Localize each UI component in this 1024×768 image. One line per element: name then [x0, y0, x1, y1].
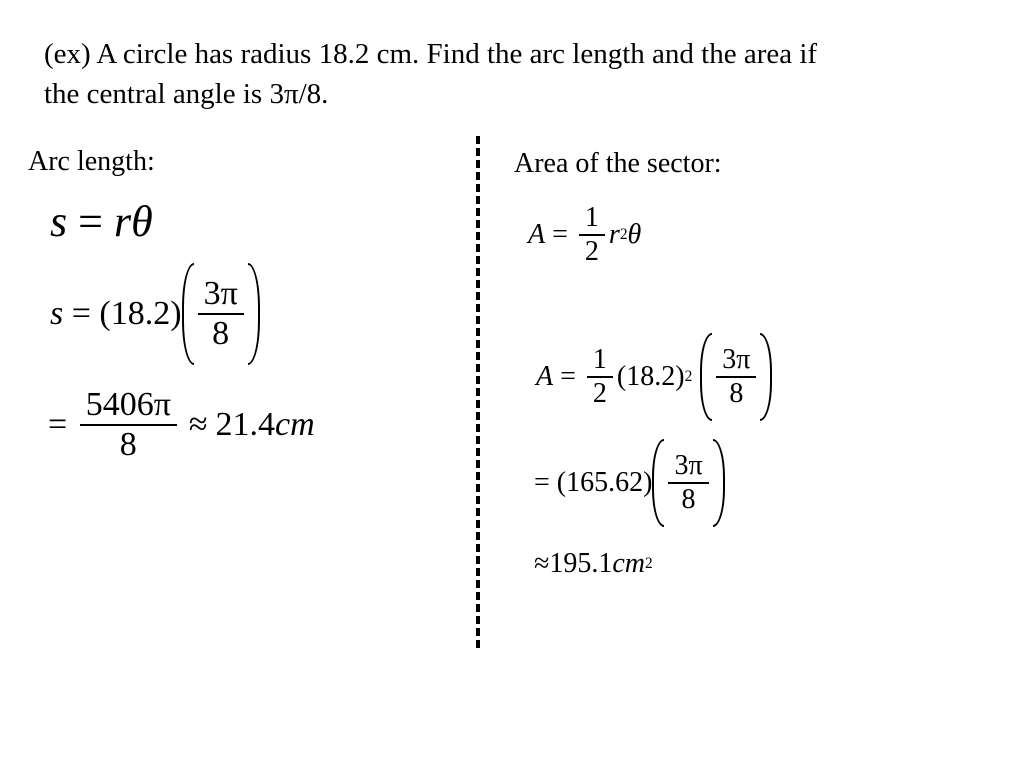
arc-substitution [50, 262, 260, 366]
left-paren [700, 333, 712, 421]
area-intermediate [534, 438, 725, 528]
problem-line-2: the central angle is 3π/8. [44, 78, 329, 110]
left-paren [652, 439, 664, 527]
area-r: r [608, 219, 620, 250]
left-paren [182, 263, 194, 365]
radius-value: (18.2) [99, 295, 182, 332]
equals-sign: = [63, 295, 100, 332]
angle-paren [182, 263, 260, 365]
problem-statement [44, 34, 817, 114]
arc-result [48, 386, 315, 464]
frac-num: 1 [592, 344, 607, 375]
frac-den: 8 [119, 426, 137, 463]
dashed-divider [476, 136, 480, 648]
equals-sign: = [545, 219, 575, 250]
frac-den: 8 [681, 484, 696, 515]
area-value: 195.1 [549, 548, 613, 579]
arc-r-theta: rθ [113, 197, 153, 246]
angle-fraction [668, 450, 708, 516]
area-substitution: A = $\frac{1}{2}$ (18.2) 2 $\frac{3\pi}{8}$ [536, 332, 772, 422]
arc-formula [50, 196, 153, 247]
right-paren [760, 333, 772, 421]
angle-fraction [716, 344, 756, 410]
half-fraction [587, 344, 613, 410]
area-A: A [536, 361, 554, 392]
area-A: A [528, 219, 546, 250]
area-theta: θ [627, 219, 642, 250]
angle-paren [652, 439, 724, 527]
approx-sign: ≈ [188, 406, 208, 443]
frac-num: 3π [674, 450, 703, 481]
arc-length-heading: Arc length: [28, 146, 155, 177]
equals-sign: = [67, 197, 114, 246]
right-paren [713, 439, 725, 527]
problem-line-1: (ex) A circle has radius 18.2 cm. Find the arc length and the area if [44, 38, 818, 70]
area-result: ≈ 195.1 cm 2 [534, 548, 653, 579]
frac-den: 8 [729, 378, 744, 409]
frac-den: 8 [212, 315, 230, 352]
frac-den: 2 [592, 378, 607, 409]
arc-s: s [50, 197, 68, 246]
half-fraction [579, 202, 605, 268]
angle-paren [700, 333, 772, 421]
approx-sign: ≈ [534, 548, 550, 579]
arc-unit: cm [275, 406, 315, 443]
equals-sign: = [534, 467, 557, 498]
frac-num: 3π [203, 275, 238, 312]
frac-num: 1 [584, 202, 599, 233]
arc-s: s [50, 295, 64, 332]
area-unit: cm [612, 548, 646, 579]
frac-num: 3π [722, 344, 751, 375]
right-paren [248, 263, 260, 365]
area-formula: A = $\frac{1}{2}$ r 2 θ [528, 202, 642, 267]
frac-num: 5406π [85, 386, 171, 423]
arc-value: 21.4 [215, 406, 276, 443]
equals-sign: = [553, 361, 583, 392]
radius-value: (18.2) [616, 361, 685, 392]
angle-fraction [198, 275, 244, 353]
frac-den: 2 [584, 236, 599, 267]
equals-sign: = [48, 406, 76, 443]
result-fraction [80, 386, 177, 464]
area-heading: Area of the sector: [514, 148, 722, 179]
coefficient-value: (165.62) [556, 467, 653, 498]
